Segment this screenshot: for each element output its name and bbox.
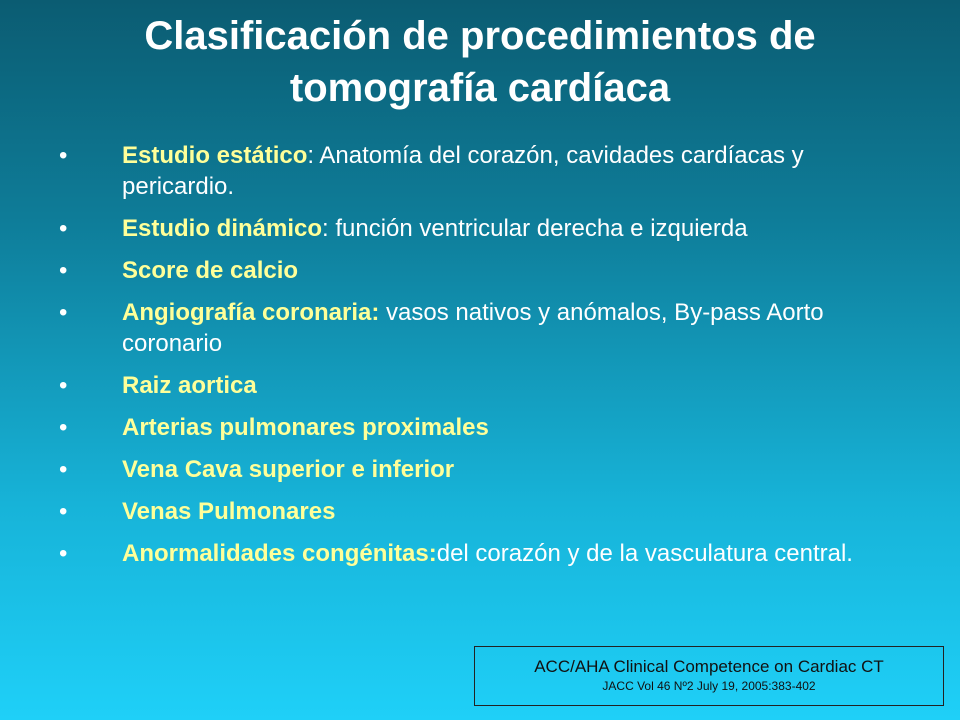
bullet-text: vasos nativos y anómalos, By-pass Aorto coronario — [122, 299, 824, 357]
bullet-text: del corazón y de la vasculatura central. — [436, 540, 853, 567]
bullet-marker: • — [59, 540, 68, 567]
bullet-item — [0, 538, 960, 569]
bullet-marker: • — [59, 142, 68, 169]
bullet-highlight: Anormalidades congénitas: — [122, 540, 437, 567]
bullet-highlight: Score de calcio — [122, 257, 299, 284]
slide-title: Clasificación de procedimientos de tomografía cardíaca — [144, 14, 816, 110]
bullet-item — [0, 454, 960, 485]
bullet-marker: • — [59, 414, 68, 441]
bullet-highlight: Estudio estático — [122, 142, 308, 169]
bullet-highlight: Venas Pulmonares — [122, 498, 336, 525]
citation-title: ACC/AHA Clinical Competence on Cardiac CT — [534, 657, 884, 676]
bullet-marker: • — [59, 498, 68, 525]
bullet-highlight: Vena Cava superior e inferior — [122, 456, 455, 483]
bullet-highlight: Angiografía coronaria: — [122, 299, 380, 326]
bullet-marker: • — [59, 257, 68, 284]
bullet-marker: • — [59, 299, 68, 326]
bullet-item — [0, 140, 960, 202]
citation-reference: JACC Vol 46 Nº2 July 19, 2005:383-402 — [602, 679, 816, 693]
bullet-highlight: Raiz aortica — [122, 372, 257, 399]
bullet-item — [0, 213, 960, 244]
bullet-list — [0, 140, 960, 580]
bullet-highlight: Estudio dinámico — [122, 215, 323, 242]
bullet-item — [0, 496, 960, 527]
bullet-marker: • — [59, 372, 68, 399]
bullet-marker: • — [59, 456, 68, 483]
bullet-highlight: Arterias pulmonares proximales — [122, 414, 489, 441]
bullet-item — [0, 412, 960, 443]
bullet-item — [0, 297, 960, 359]
citation-box — [474, 646, 944, 706]
bullet-marker: • — [59, 215, 68, 242]
bullet-text: : función ventricular derecha e izquierda — [322, 215, 748, 242]
bullet-item — [0, 255, 960, 286]
bullet-item — [0, 370, 960, 401]
bullet-text: : Anatomía del corazón, cavidades cardíacas y pericardio. — [122, 142, 804, 200]
